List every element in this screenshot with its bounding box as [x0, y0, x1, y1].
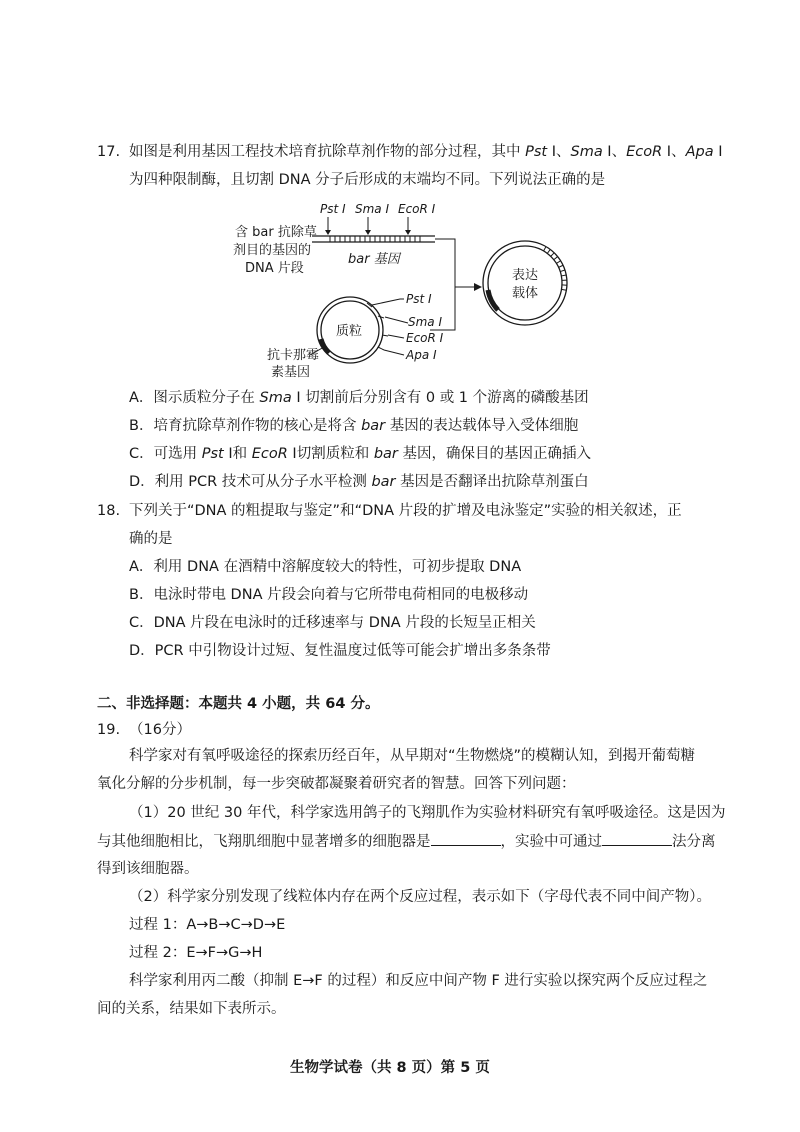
option-text: A．图示质粒分子在 [129, 390, 260, 406]
q19-score: （16分） [129, 722, 191, 738]
q19-sub2-line4: 科学家利用丙二酸（抑制 E→F 的过程）和反应中间产物 F 进行实验以探究两个反应过程之 [129, 973, 708, 989]
q19-sub1-line2 [97, 831, 716, 852]
option-text: Ⅰ 切割前后分别含有 0 或 1 个游离的磷酸基团 [291, 390, 589, 406]
option-text: Ⅰ和 [223, 446, 252, 462]
q18-stem-line2: 确的是 [129, 531, 173, 547]
q17-stem-text: Ⅰ、 [662, 144, 686, 160]
bar-gene-label: bar 基因 [348, 252, 400, 267]
expression-vector [483, 241, 567, 325]
q17-stem-text: Ⅰ、 [547, 144, 571, 160]
section-heading: 二、非选择题：本题共 4 小题，共 64 分。 [97, 696, 380, 712]
plasmid-enzyme-apa: Apa Ⅰ [406, 348, 437, 362]
option-text: Ⅰ切割质粒和 [287, 446, 374, 462]
enzyme-label-pst: Pst Ⅰ [320, 202, 346, 216]
cut-site-arrows [325, 217, 411, 235]
page-footer: 生物学试卷（共 8 页）第 5 页 [290, 1060, 490, 1076]
enzyme-name: Sma [259, 390, 292, 406]
expression-vector-label: 载体 [512, 286, 539, 301]
gene-name: bar [361, 418, 386, 434]
q19-process2: 过程 2：E→F→G→H [129, 945, 263, 961]
vector-insert-rung [561, 289, 566, 290]
vector-insert-rung [554, 257, 558, 260]
q19-process1: 过程 1：A→B→C→D→E [129, 917, 286, 933]
vector-insert-rung [547, 249, 550, 253]
option-text: D．利用 PCR 技术可从分子水平检测 [129, 474, 372, 490]
plasmid-label: 质粒 [336, 324, 363, 339]
answer-blank-method[interactable] [602, 831, 672, 846]
enzyme-name: Sma [570, 144, 603, 160]
dna-fragment-label: DNA 片段 [245, 261, 304, 276]
q18-option-b[interactable]: B．电泳时带电 DNA 片段会向着与它所带电荷相同的电极移动 [129, 587, 529, 603]
enzyme-label-ecor: EcoR Ⅰ [398, 202, 436, 216]
q18-option-a[interactable]: A．利用 DNA 在酒精中溶解度较大的特性，可初步提取 DNA [129, 559, 522, 575]
dna-fragment-label: 剂目的基因的 [233, 243, 312, 258]
dna-fragment-label: 含 bar 抗除草 [235, 225, 317, 240]
q19-sub1-text: 与其他细胞相比，飞翔肌细胞中显著增多的细胞器是 [97, 834, 431, 850]
plasmid-enzyme-ecor: EcoR Ⅰ [406, 331, 444, 345]
q19-sub1-line3: 得到该细胞器。 [97, 861, 199, 877]
q17-option-a[interactable] [129, 388, 589, 408]
enzyme-label-sma: Sma Ⅰ [355, 202, 390, 216]
q17-option-c[interactable] [129, 444, 591, 464]
vector-insert-rung [559, 265, 564, 267]
enzyme-name: Pst [525, 144, 548, 160]
vector-insert-rung [560, 270, 565, 272]
plasmid-enzyme-sma: Sma Ⅰ [408, 315, 443, 329]
plasmid-site-pointers [372, 299, 408, 355]
q17-stem-text: Ⅰ、 [602, 144, 627, 160]
q18-number: 18. [97, 503, 121, 519]
gene-name: bar [371, 474, 396, 490]
option-text: B．培育抗除草剂作物的核心是将含 [129, 418, 362, 434]
q17-stem-text: Ⅰ [713, 144, 723, 160]
enzyme-name: EcoR [626, 144, 663, 160]
plasmid-enzyme-pst: Pst Ⅰ [406, 292, 432, 306]
q17-option-b[interactable] [129, 416, 578, 436]
resistance-gene-label: 抗卡那霉 [267, 348, 320, 363]
vector-insert-rung [551, 253, 554, 257]
q18-stem-line1: 下列关于“DNA 的粗提取与鉴定”和“DNA 片段的扩增及电泳鉴定”实验的相关叙述，正 [129, 503, 682, 519]
q17-stem-text: 如图是利用基因工程技术培育抗除草剂作物的部分过程，其中 [129, 144, 526, 160]
q17-number: 17. [97, 144, 121, 160]
q19-sub2-line5: 间的关系，结果如下表所示。 [97, 1001, 286, 1017]
enzyme-name: EcoR [251, 446, 288, 462]
q19-intro-line2: 氧化分解的分步机制，每一步突破都凝聚着研究者的智慧。回答下列问题： [97, 776, 576, 792]
vector-insert-rung [561, 275, 566, 276]
option-text: C．可选用 [129, 446, 202, 462]
q19-sub1-text: ，实验中可通过 [500, 834, 602, 850]
option-text: 基因的表达载体导入受体细胞 [385, 418, 579, 434]
q19-number: 19. [97, 722, 121, 738]
resistance-gene-label: 素基因 [271, 365, 311, 380]
genetic-engineering-diagram [230, 195, 590, 380]
q19-sub1-line1: （1）20 世纪 30 年代，科学家选用鸽子的飞翔肌作为实验材料研究有氧呼吸途径。这是因为 [129, 805, 726, 821]
q18-option-d[interactable]: D．PCR 中引物设计过短、复性温度过低等可能会扩增出多条条带 [129, 643, 551, 659]
enzyme-name: Apa [685, 144, 714, 160]
vector-insert-rung [544, 247, 547, 251]
q19-intro-line1: 科学家对有氧呼吸途径的探索历经百年，从早期对“生物燃烧”的模糊认知，到揭开葡萄糖 [129, 748, 696, 764]
option-text: 基因是否翻译出抗除草剂蛋白 [395, 474, 589, 490]
q19-sub1-text: 法分离 [672, 834, 716, 850]
expression-vector-label: 表达 [512, 268, 539, 283]
q17-stem-line2: 为四种限制酶，且切割 DNA 分子后形成的末端均不同。下列说法正确的是 [129, 172, 606, 188]
q18-option-c[interactable]: C．DNA 片段在电泳时的迁移速率与 DNA 片段的长短呈正相关 [129, 615, 536, 631]
vector-insert-rung [556, 261, 560, 264]
q17-option-d[interactable] [129, 472, 589, 492]
option-text: 基因，确保目的基因正确插入 [397, 446, 591, 462]
q19-sub2-line1: （2）科学家分别发现了线粒体内存在两个反应过程，表示如下（字母代表不同中间产物）。 [129, 889, 711, 905]
gene-name: bar [373, 446, 398, 462]
q17-stem-line1 [129, 142, 722, 162]
enzyme-name: Pst [201, 446, 224, 462]
dna-fragment [312, 236, 435, 242]
answer-blank-organelle[interactable] [431, 831, 501, 846]
